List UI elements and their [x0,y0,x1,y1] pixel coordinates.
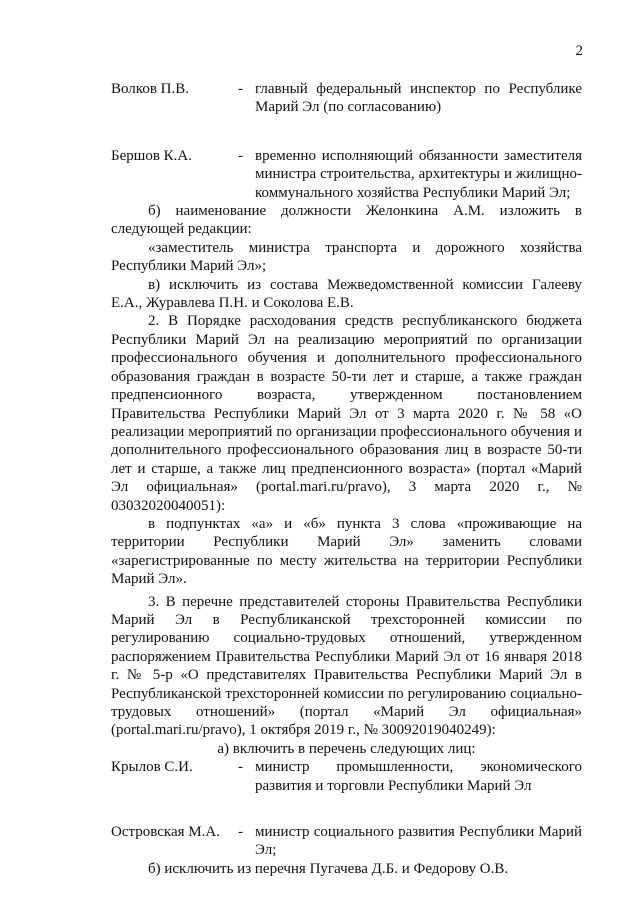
paragraph-3-list: 3. В перечне представителей стороны Правительства Республики Марий Эл в Республиканской трехсторонней комиссии по регулированию социально-трудовых отношений, утвержденном распоряжением Правительства Республики Марий Эл от 16 января 2018 г. № 5-р «О представителях Правительства Республики Марий Эл в Республиканской трехсторонней комиссии по регулированию социально-трудовых отношений» (портал «Марий Эл официальная» (portal.mari.ru/pravo), 1 октября 2019 г., № 30092019040249): [111,593,582,739]
paragraph-new-title: «заместитель министра транспорта и дорожного хозяйства Республики Марий Эл»; [111,239,582,275]
paragraph-3a-include: а) включить в перечень следующих лиц: [217,740,476,757]
paragraph-v-exclude: в) исключить из состава Межведомственной комиссии Галееву Е.А., Журавлева П.Н. и Соколова Е.В. [111,276,582,312]
entry-dash: - [238,147,243,164]
entry-dash: - [238,824,243,841]
paragraph-b-rename: б) наименование должности Желонкина А.М. изложить в следующей редакции: [111,203,582,238]
entry-bershov [111,147,582,202]
entry-description: главный федеральный инспектор по Республике Марий Эл (по согласованию) [255,81,582,116]
paragraph-3b-exclude: б) исключить из перечня Пугачева Д.Б. и Федорову О.В. [148,860,509,877]
page-number: 2 [575,43,583,59]
entry-volkov [111,80,582,117]
paragraph-subitems: в подпунктах «а» и «б» пункта 3 слова «проживающие на территории Республики Марий Эл» заменить словами «зарегистрированные по месту жительства на территории Республики Марий Эл». [111,515,582,588]
entry-name: Волков П.В. [111,81,189,97]
document-body [111,80,582,878]
entry-description: временно исполняющий обязанности заместителя министра строительства, архитектуры и жилищно-коммунального хозяйства Республики Марий Эл; [255,147,582,201]
paragraph-2-procedure: 2. В Порядке расходования средств республиканского бюджета Республики Марий Эл на реализацию мероприятий по организации профессионального обучения и дополнительного профессионального образования граждан в возрасте 50-ти лет и старше, а также граждан предпенсионного возраста, утвержденном постановлением Правительства Республики Марий Эл от 3 марта 2020 г. № 58 «О реализации мероприятий по организации профессионального обучения и дополнительного профессионального образования лиц в возрасте 50-ти лет и старше, а также лиц предпенсионного возраста» (портал «Марий Эл официальная» (portal.mari.ru/pravo), 3 марта 2020 г., № 03032020040051): [111,313,582,514]
entry-krylov [111,758,582,795]
entry-ostrovskaya [111,823,582,860]
entry-dash: - [238,759,243,776]
entry-name: Крылов С.И. [111,759,193,776]
entry-description: министр социального развития Республики Марий Эл; [255,824,582,859]
entry-description: министр промышленности, экономического развития и торговли Республики Марий Эл [255,759,582,794]
entry-name: Островская М.А. [111,824,220,841]
entry-dash: - [238,81,243,97]
entry-name: Бершов К.А. [111,147,192,164]
